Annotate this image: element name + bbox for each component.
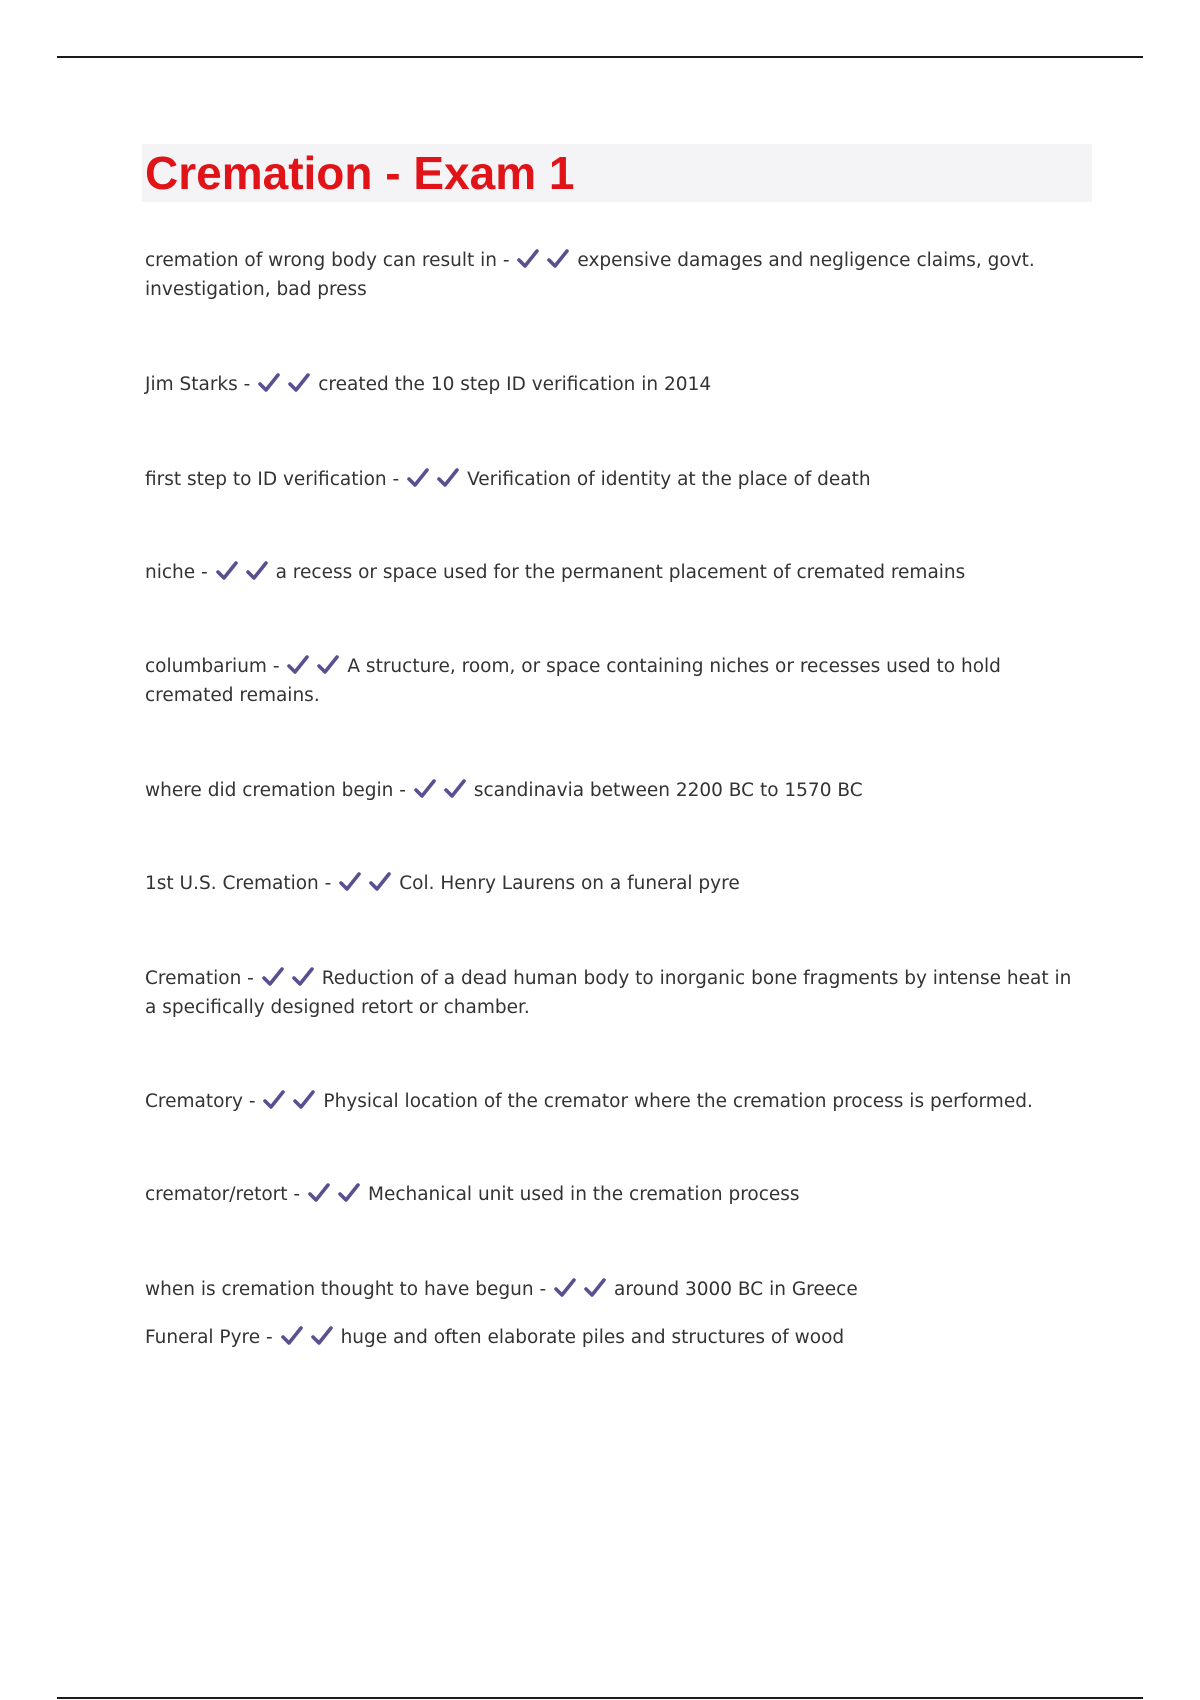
entry-term: Cremation	[145, 968, 242, 989]
entry-definition: scandinavia between 2200 BC to 1570 BC	[473, 780, 863, 801]
check-mark-icon	[437, 468, 459, 488]
entry-definition: a recess or space used for the permanent placement of cremated remains	[275, 562, 966, 583]
bottom-rule	[57, 1697, 1143, 1699]
entry-definition: Mechanical unit used in the cremation process	[367, 1184, 800, 1205]
entry-term: columbarium	[145, 656, 267, 677]
flashcard-entry	[145, 558, 1080, 587]
check-mark-icon	[554, 1278, 576, 1298]
entry-definition: created the 10 step ID verification in 2014	[318, 374, 712, 395]
check-mark-icon	[246, 561, 268, 581]
check-mark-icon	[262, 967, 284, 987]
flashcard-entry	[145, 370, 1080, 399]
flashcard-entry	[145, 964, 1080, 1022]
entry-definition: huge and often elaborate piles and structures of wood	[340, 1327, 845, 1348]
check-mark-icon	[414, 779, 436, 799]
check-mark-icon	[216, 561, 238, 581]
check-mark-icon	[287, 655, 309, 675]
entry-definition: A structure, room, or space containing niches or recesses used to hold cremated remains.	[145, 656, 1001, 706]
flashcard-entry	[145, 1180, 1080, 1209]
entry-separator: -	[241, 968, 260, 989]
entry-separator: -	[242, 1091, 262, 1112]
check-mark-icon	[311, 1326, 333, 1346]
entry-definition: Physical location of the cremator where the cremation process is performed.	[323, 1091, 1033, 1112]
entry-term: Funeral Pyre	[145, 1327, 261, 1348]
entry-term: cremation of wrong body can result in	[145, 250, 497, 271]
entry-term: first step to ID verification	[145, 469, 387, 490]
entry-separator: -	[386, 469, 406, 490]
entry-separator: -	[266, 656, 286, 677]
check-mark-icon	[407, 468, 429, 488]
entry-definition: Reduction of a dead human body to inorganic bone fragments by intense heat in a specifically designed retort or chamber.	[145, 968, 1072, 1018]
flashcard-entry	[145, 869, 1080, 898]
flashcard-entry	[145, 246, 1080, 304]
check-mark-icon	[369, 872, 391, 892]
entry-separator: -	[195, 562, 214, 583]
check-mark-icon	[317, 655, 339, 675]
check-mark-icon	[517, 249, 539, 269]
entry-definition: Col. Henry Laurens on a funeral pyre	[399, 873, 740, 894]
entry-term: cremator/retort	[145, 1184, 288, 1205]
check-mark-icon	[547, 249, 569, 269]
check-mark-icon	[258, 373, 280, 393]
entry-term: niche	[145, 562, 196, 583]
flashcard-entry	[145, 1275, 1080, 1304]
document-title: Cremation - Exam 1	[145, 147, 575, 199]
check-mark-icon	[338, 1183, 360, 1203]
flashcard-entry	[145, 776, 1080, 805]
check-mark-icon	[308, 1183, 330, 1203]
check-mark-icon	[584, 1278, 606, 1298]
entry-separator: -	[496, 250, 516, 271]
entry-term: Jim Starks	[145, 374, 238, 395]
check-mark-icon	[339, 872, 361, 892]
check-mark-icon	[293, 1090, 315, 1110]
check-mark-icon	[288, 373, 310, 393]
entry-definition: expensive damages and negligence claims, govt. investigation, bad press	[145, 250, 1035, 300]
top-rule	[57, 56, 1143, 58]
check-mark-icon	[444, 779, 466, 799]
check-mark-icon	[281, 1326, 303, 1346]
entry-definition: around 3000 BC in Greece	[614, 1279, 858, 1300]
flashcard-entry	[145, 652, 1080, 710]
entry-term: when is cremation thought to have begun	[145, 1279, 534, 1300]
entry-separator: -	[393, 780, 412, 801]
entry-separator: -	[260, 1327, 279, 1348]
entry-term: where did cremation begin	[145, 780, 394, 801]
check-mark-icon	[263, 1090, 285, 1110]
entry-term: Crematory	[145, 1091, 243, 1112]
entry-separator: -	[533, 1279, 553, 1300]
flashcard-entry	[145, 1323, 1080, 1352]
entry-definition: Verification of identity at the place of death	[467, 469, 871, 490]
entry-separator: -	[318, 873, 338, 894]
entry-term: 1st U.S. Cremation	[145, 873, 319, 894]
entry-separator: -	[237, 374, 257, 395]
entry-separator: -	[287, 1184, 306, 1205]
flashcard-entry	[145, 465, 1080, 494]
check-mark-icon	[292, 967, 314, 987]
flashcard-entry	[145, 1087, 1080, 1116]
